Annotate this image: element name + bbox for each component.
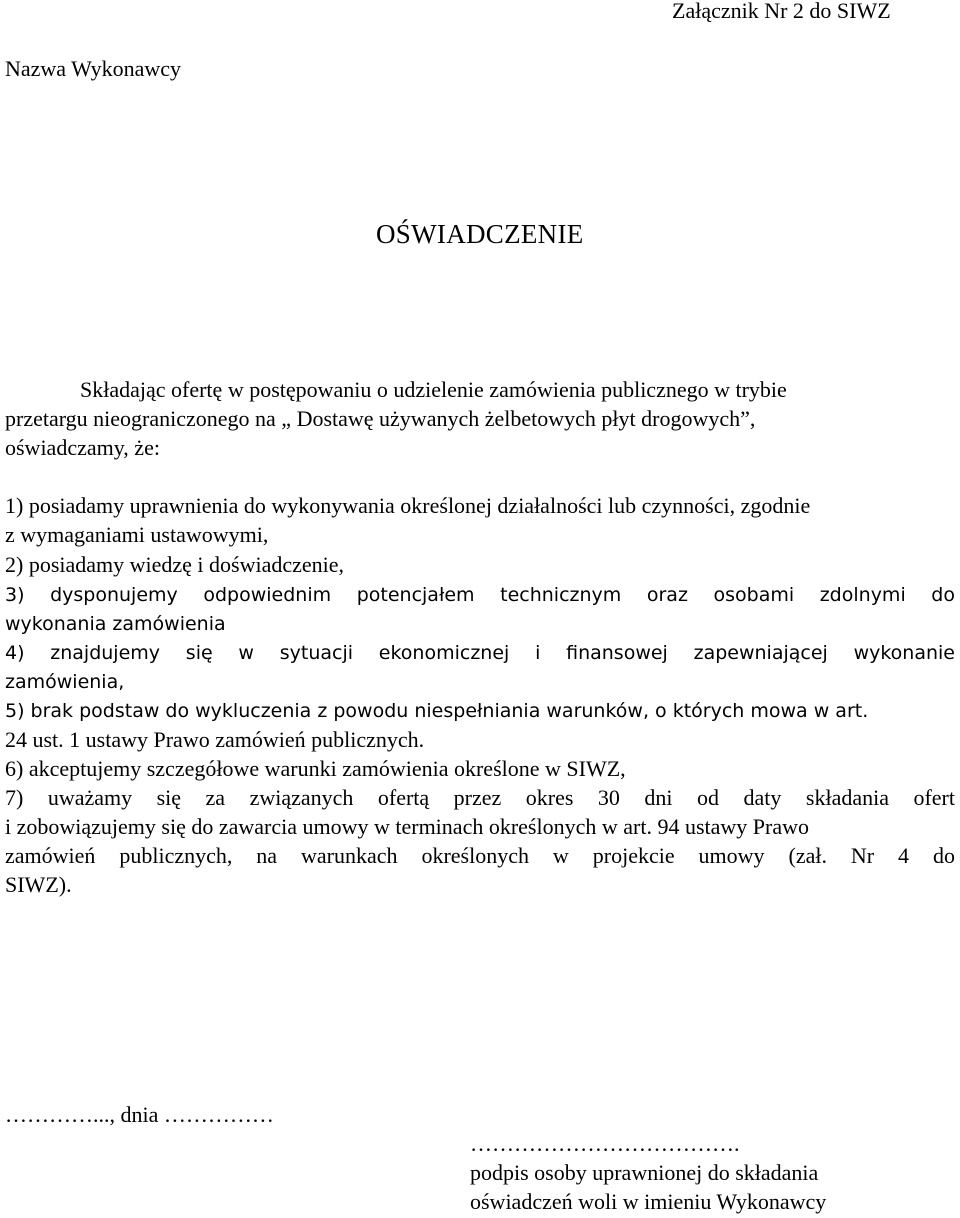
signature-caption-line-2: oświadczeń woli w imieniu Wykonawcy — [470, 1189, 827, 1214]
intro-line-1: Składając ofertę w postępowaniu o udzielenie zamówienia publicznego w trybie — [80, 377, 787, 402]
item-4-line-2: zamówienia, — [5, 671, 125, 693]
item-7-line-3: zamówień publicznych, na warunkach określonych w projekcie umowy (zał. Nr 4 do — [5, 843, 955, 868]
item-6: 6) akceptujemy szczegółowe warunki zamówienia określone w SIWZ, — [5, 756, 626, 781]
item-5-line-1: 5) brak podstaw do wykluczenia z powodu niespełniania warunków, o których mowa w art. — [5, 700, 869, 722]
contractor-name-label: Nazwa Wykonawcy — [5, 56, 182, 81]
item-5-line-2: 24 ust. 1 ustawy Prawo zamówień publicznych. — [5, 727, 425, 752]
item-4-line-1: 4) znajdujemy się w sytuacji ekonomicznej i finansowej zapewniającej wykonanie — [5, 642, 955, 664]
item-3-line-1: 3) dysponujemy odpowiednim potencjałem technicznym oraz osobami zdolnymi do — [5, 584, 955, 606]
attachment-label: Załącznik Nr 2 do SIWZ — [672, 0, 891, 23]
item-2: 2) posiadamy wiedzę i doświadczenie, — [5, 552, 345, 577]
item-7-line-4: SIWZ). — [5, 872, 72, 897]
item-7-line-1: 7) uważamy się za związanych ofertą przez okres 30 dni od daty składania ofert — [5, 785, 955, 810]
place-date-line: …………..., dnia …………… — [5, 1102, 274, 1127]
item-1-line-2: z wymaganiami ustawowymi, — [5, 522, 269, 547]
intro-line-3: oświadczamy, że: — [5, 435, 160, 460]
item-1-line-1: 1) posiadamy uprawnienia do wykonywania określonej działalności lub czynności, zgodnie — [5, 493, 811, 518]
page-title: OŚWIADCZENIE — [376, 219, 584, 249]
signature-dots: ………………………………. — [470, 1131, 740, 1156]
item-3-line-2: wykonania zamówienia — [5, 613, 226, 635]
signature-caption-line-1: podpis osoby uprawnionej do składania — [470, 1160, 819, 1185]
item-7-line-2: i zobowiązujemy się do zawarcia umowy w terminach określonych w art. 94 ustawy Prawo — [5, 814, 809, 839]
intro-line-2: przetargu nieograniczonego na „ Dostawę używanych żelbetowych płyt drogowych”, — [5, 406, 756, 431]
